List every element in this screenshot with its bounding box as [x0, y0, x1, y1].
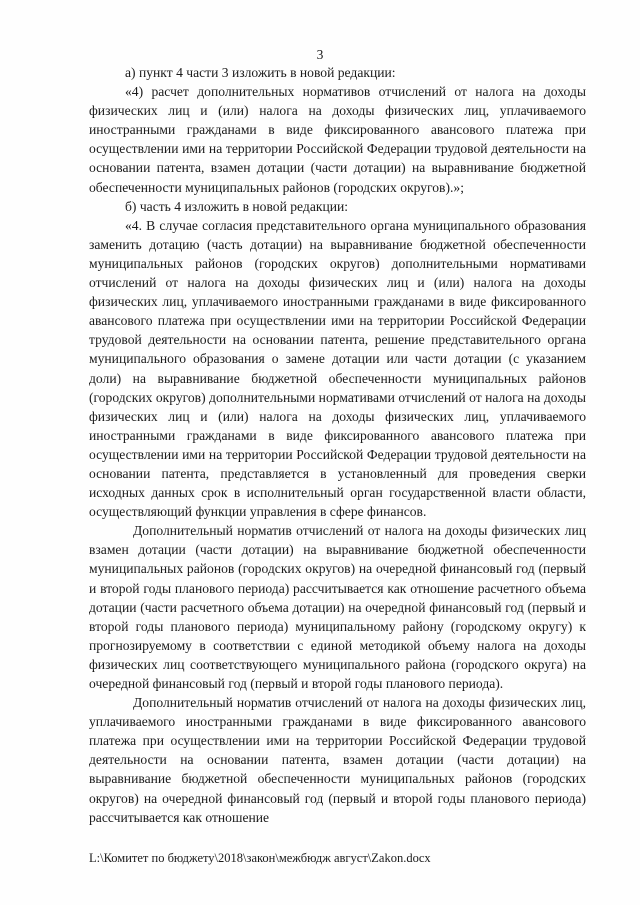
paragraph-norm-patent: Дополнительный норматив отчислений от налога на доходы физических лиц, уплачиваемого иностранными гражданами в виде фиксированного авансового платежа при осуществлении ими на территории Российской Федерации трудовой деятельности на основании патента, взамен дотации (части дотации) на выравнивание бюджетной обеспеченности муниципальных районов (городских округов) на очередной финансовый год (первый и второй годы планового периода) рассчитывается как отношение	[89, 695, 586, 825]
footer-file-path: L:\Комитет по бюджету\2018\закон\межбюдж август\Zakon.docx	[89, 851, 431, 865]
paragraph-norm-ndfl: Дополнительный норматив отчислений от налога на доходы физических лиц взамен дотации (части дотации) на выравнивание бюджетной обеспеченности муниципальных районов (городских округов) на очередной финансовый год (первый и второй годы планового периода) рассчитывается как отношение расчетного объема дотации (части расчетного объема дотации) на очередной финансовый год (первый и второй годы планового периода) муниципальному району (городскому округу) к прогнозируемому в соответствии с единой методикой объему налога на доходы физических лиц соответствующего муниципального района (городского округа) на очередной финансовый год (первый и второй годы планового периода).	[89, 523, 586, 691]
paragraph-item-b: б) часть 4 изложить в новой редакции:	[125, 198, 349, 214]
document-body	[89, 63, 586, 827]
paragraph-part-4-text: «4. В случае согласия представительного органа муниципального образования заменить дотацию (часть дотации) на выравнивание бюджетной обеспеченности муниципальных районов (городских округов) дополнительными нормативами отчислений от налога на доходы физических лиц и (или) налога на доходы физических лиц, уплачиваемого иностранными гражданами в виде фиксированного авансового платежа при осуществлении ими на территории Российской Федерации трудовой деятельности на основании патента, решение представительного органа муниципального образования о замене дотации или части дотации (с указанием доли) на выравнивание бюджетной обеспеченности муниципальных районов (городских округов) дополнительными нормативами отчислений от налога на доходы физических лиц и (или) налога на доходы физических лиц, уплачиваемого иностранными гражданами в виде фиксированного авансового платежа при осуществлении ими на территории Российской Федерации трудовой деятельности на основании патента, представляется в установленный для проведения сверки исходных данных срок в исполнительный орган государственной власти области, осуществляющий функции управления в сфере финансов.	[89, 217, 586, 520]
paragraph-item-4-text: «4) расчет дополнительных нормативов отчислений от налога на доходы физических лиц и (или) налога на доходы физических лиц, уплачиваемого иностранными гражданами в виде фиксированного авансового платежа при осуществлении ими на территории Российской Федерации трудовой деятельности на основании патента, взамен дотации (части дотации) на выравнивание бюджетной обеспеченности муниципальных районов (городских округов).»;	[89, 84, 586, 195]
paragraph-item-a: а) пункт 4 части 3 изложить в новой редакции:	[125, 65, 396, 80]
page-number: 3	[316, 47, 324, 62]
